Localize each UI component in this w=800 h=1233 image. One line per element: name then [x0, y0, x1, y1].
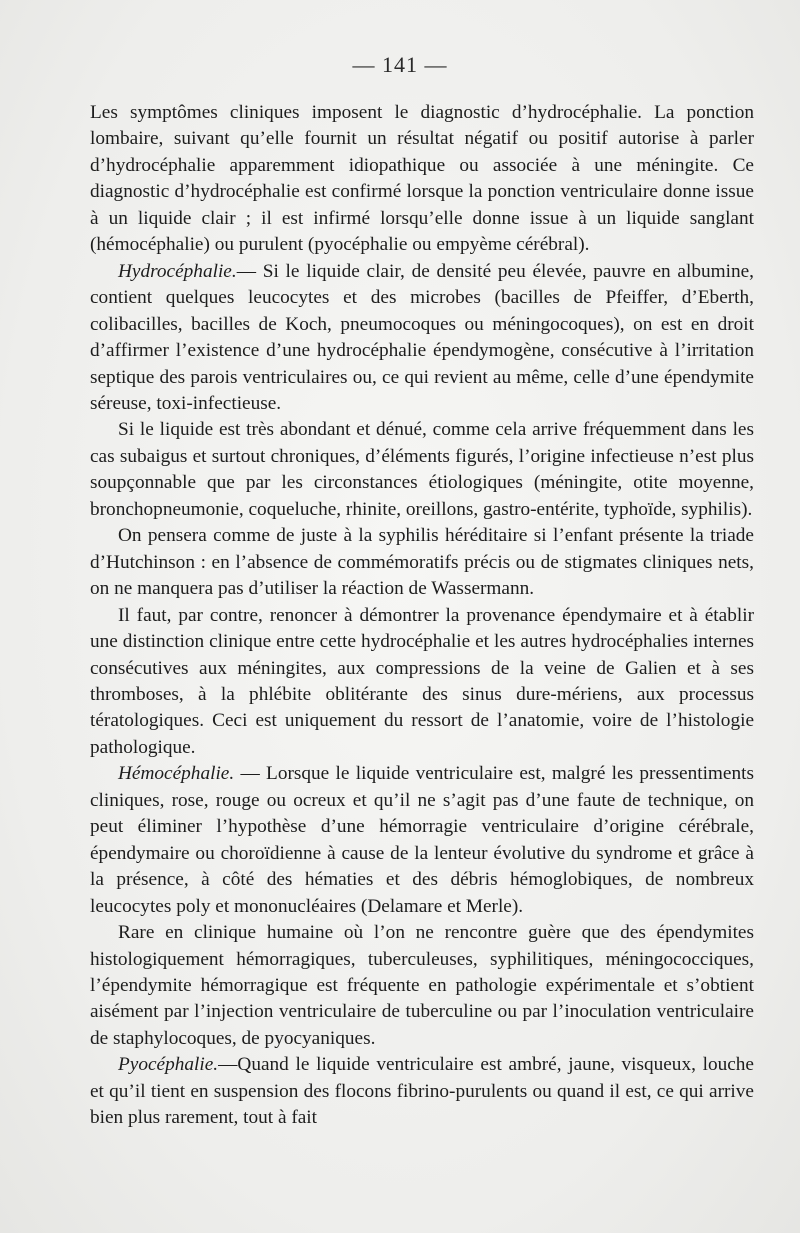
paragraph-text: Rare en clinique humaine où l’on ne rencontre guère que des épendymites histologiquement hémorragiques, tuberculeuses, syphilitiques, méningococciques, l’épendymite hémorragique est fréquente en pathologie expérimentale et s’obtient aisément par l’injection ventriculaire de tuberculine ou par l’inoculation ventriculaire de staphylocoques, de pyocyaniques. [90, 922, 754, 1049]
paragraph-text: Si le liquide est très abondant et dénué, comme cela arrive fréquemment dans les cas subaigus et surtout chroniques, d’éléments figurés, l’origine infectieuse n’est plus soupçonnable que par les circonstances étiologiques (méningite, otite moyenne, bronchopneumonie, coqueluche, rhinite, oreillons, gastro-entérite, typhoïde, syphilis). [90, 419, 754, 520]
paragraph-syphilis [90, 523, 754, 602]
paragraph-pyocephalie [90, 1052, 754, 1131]
page-body [90, 100, 754, 1132]
paragraph-text: Il faut, par contre, renoncer à démontrer la provenance épendymaire et à établir une distinction clinique entre cette hydrocéphalie et les autres hydrocéphalies internes consécutives aux méningites, aux compressions de la veine de Galien et à ses thromboses, à la phlébite oblitérante des sinus dure-mériens, aux processus tératologiques. Ceci est uniquement du ressort de l’anatomie, voire de l’histologie pathologique. [90, 604, 754, 758]
section-heading-pyocephalie: Pyocéphalie. [118, 1054, 219, 1076]
paragraph-liquide-abondant [90, 417, 754, 523]
paragraph-text: — Si le liquide clair, de densité peu élevée, pauvre en albumine, contient quelques leucocytes et des microbes (bacilles de Pfeiffer, d’Eberth, colibacilles, bacilles de Koch, pneumocoques ou méningocoques), on est en droit d’affirmer l’existence d’une hydrocéphalie épendymogène, consécutive à l’irritation septique des parois ventriculaires ou, ce qui revient au même, celle d’une épendymite séreuse, toxi-infectieuse. [90, 260, 754, 414]
paragraph-text: —Quand le liquide ventriculaire est ambré, jaune, visqueux, louche et qu’il tient en suspension des flocons fibrino-purulents ou quand il est, ce qui arrive bien plus rarement, tout à fait [90, 1054, 754, 1129]
paragraph-text: Les symptômes cliniques imposent le diagnostic d’hydrocéphalie. La ponction lombaire, suivant qu’elle fournit un résultat négatif ou positif autorise à parler d’hydrocéphalie apparemment idiopathique ou associée à une méningite. Ce diagnostic d’hydrocéphalie est confirmé lorsque la ponction ventriculaire donne issue à un liquide clair ; il est infirmé lorsqu’elle donne issue à un liquide sanglant (hémocéphalie) ou purulent (pyocéphalie ou empyème cérébral). [90, 102, 754, 256]
paragraph-text: On pensera comme de juste à la syphilis héréditaire si l’enfant présente la triade d’Hutchinson : en l’absence de commémoratifs précis ou de stigmates cliniques nets, on ne manquera pas d’utiliser la réaction de Wassermann. [90, 525, 754, 600]
paragraph-diagnosis [90, 100, 754, 259]
page-number: — 141 — [352, 52, 448, 77]
paragraph-text: — Lorsque le liquide ventriculaire est, malgré les pressentiments cliniques, rose, rouge ou ocreux et qu’il ne s’agit pas d’une faute de technique, on peut éliminer l’hypothèse d’une hémorragie ventriculaire d’origine cérébrale, épendymaire ou choroïdienne à cause de la lenteur évolutive du syndrome et grâce à la présence, à côté des hématies et des débris hémoglobiques, de nombreux leucocytes poly et mononucléaires (Delamare et Merle). [90, 763, 754, 917]
section-heading-hemocephalie: Hémocéphalie. [118, 763, 235, 785]
paragraph-hemocephalie [90, 761, 754, 920]
section-heading-hydrocephalie: Hydrocéphalie. [118, 260, 237, 282]
paragraph-hydrocephalie [90, 259, 754, 418]
paragraph-provenance [90, 603, 754, 762]
paragraph-rare-clinique [90, 920, 754, 1052]
